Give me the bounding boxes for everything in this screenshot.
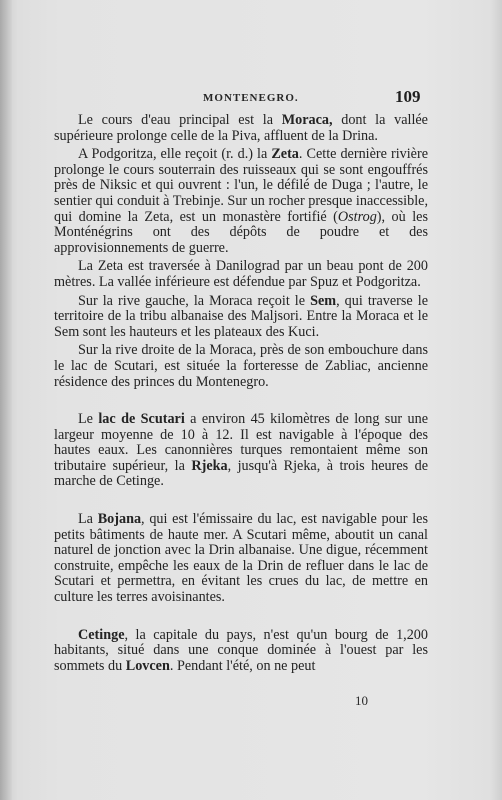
text-run: , qui traverse le territoire de la tribu albanaise des Maljsori. Entre la Moraca et le Sem sont les hauteurs et les plateaux des Kuci. bbox=[54, 292, 428, 340]
text-run: , qui est l'émissaire du lac, est navigable pour les petits bâtiments de haute mer. A Scutari même, aboutit un canal naturel de jonction avec la Drin albanaise. Une digue, récemment construite, empêche les eaux de la Drin de refluer dans le lac de Scutari et permettra, en évitant les crues du lac, de mettre en culture les terres avoisinantes. bbox=[54, 511, 428, 606]
text-run: Le bbox=[78, 411, 99, 428]
text-run: dont la vallée supérieure prolonge celle de la Piva, affluent de la Drina. bbox=[54, 112, 428, 144]
paragraph-bojana bbox=[54, 512, 428, 606]
text-run: Sur la rive droite de la Moraca, près de son embouchure dans le lac de Scutari, est située la forteresse de Zabliac, ancienne résidence des princes du Montenegro. bbox=[54, 342, 428, 390]
page-number: 109 bbox=[395, 87, 421, 106]
paragraph-sem bbox=[54, 294, 428, 341]
text-run: Rjeka bbox=[191, 457, 228, 474]
text-run: Ostrog bbox=[337, 208, 377, 225]
text-run: Le cours d'eau principal est la bbox=[78, 112, 282, 128]
paragraph-moraca bbox=[54, 113, 428, 144]
text-run: , la capitale du pays, n'est qu'un bourg de 1,200 habitants, situé dans une conque dominée à l'ouest par les sommets du bbox=[54, 626, 428, 674]
text-run: lac de Scutari bbox=[98, 411, 185, 428]
paragraph-zabliac bbox=[54, 343, 428, 390]
paragraph-danilograd bbox=[54, 259, 428, 290]
paragraph-zeta bbox=[54, 147, 428, 256]
text-run: . Cette dernière rivière prolonge le cours souterrain des ruisseaux qui se sont engouffrés près de Niksic et qui ouvrent : l'un, le défilé de Duga ; l'autre, le sentier qui conduit à Trebinje. Sur un rocher presque inaccessible, qui domine la Zeta, est un monastère fortifié ( bbox=[54, 146, 428, 225]
paragraph-lac-de-scutari bbox=[54, 412, 428, 490]
text-run: ), où les Monténégrins ont des dépôts de poudre et des approvisionnements de guerre. bbox=[54, 208, 428, 256]
text-run: Lovcen bbox=[125, 657, 170, 674]
text-run: Sur la rive gauche, la Moraca reçoit le bbox=[78, 292, 311, 309]
text-run: Moraca, bbox=[281, 112, 333, 128]
text-run: Zeta bbox=[271, 146, 299, 163]
text-run: Sem bbox=[310, 292, 337, 309]
paragraph-cetinge bbox=[54, 628, 428, 675]
page-gutter-shadow bbox=[0, 0, 12, 800]
body-text bbox=[54, 113, 428, 674]
text-run: . Pendant l'été, on ne peut bbox=[169, 657, 316, 674]
text-run: La Zeta est traversée à Danilograd par un beau pont de 200 mètres. La vallée inférieure est défendue par Spuz et Podgoritza. bbox=[54, 258, 428, 290]
text-run: Cetinge bbox=[78, 626, 125, 643]
printer-signature-mark: 10 bbox=[355, 693, 368, 708]
page-header bbox=[0, 86, 502, 110]
text-run: A Podgoritza, elle reçoit (r. d.) la bbox=[78, 146, 272, 163]
text-run: Bojana bbox=[97, 511, 142, 528]
running-head: MONTENEGRO. bbox=[203, 92, 299, 104]
text-run: a environ 45 kilomètres de long sur une largeur moyenne de 10 à 12. Il est navigable à l'époque des hautes eaux. Les canonnières turques remontaient même son tributaire supérieur, la bbox=[54, 411, 429, 474]
text-run: La bbox=[78, 511, 98, 528]
text-run: , jusqu'à Rjeka, à trois heures de marche de Cetinge. bbox=[54, 457, 428, 490]
